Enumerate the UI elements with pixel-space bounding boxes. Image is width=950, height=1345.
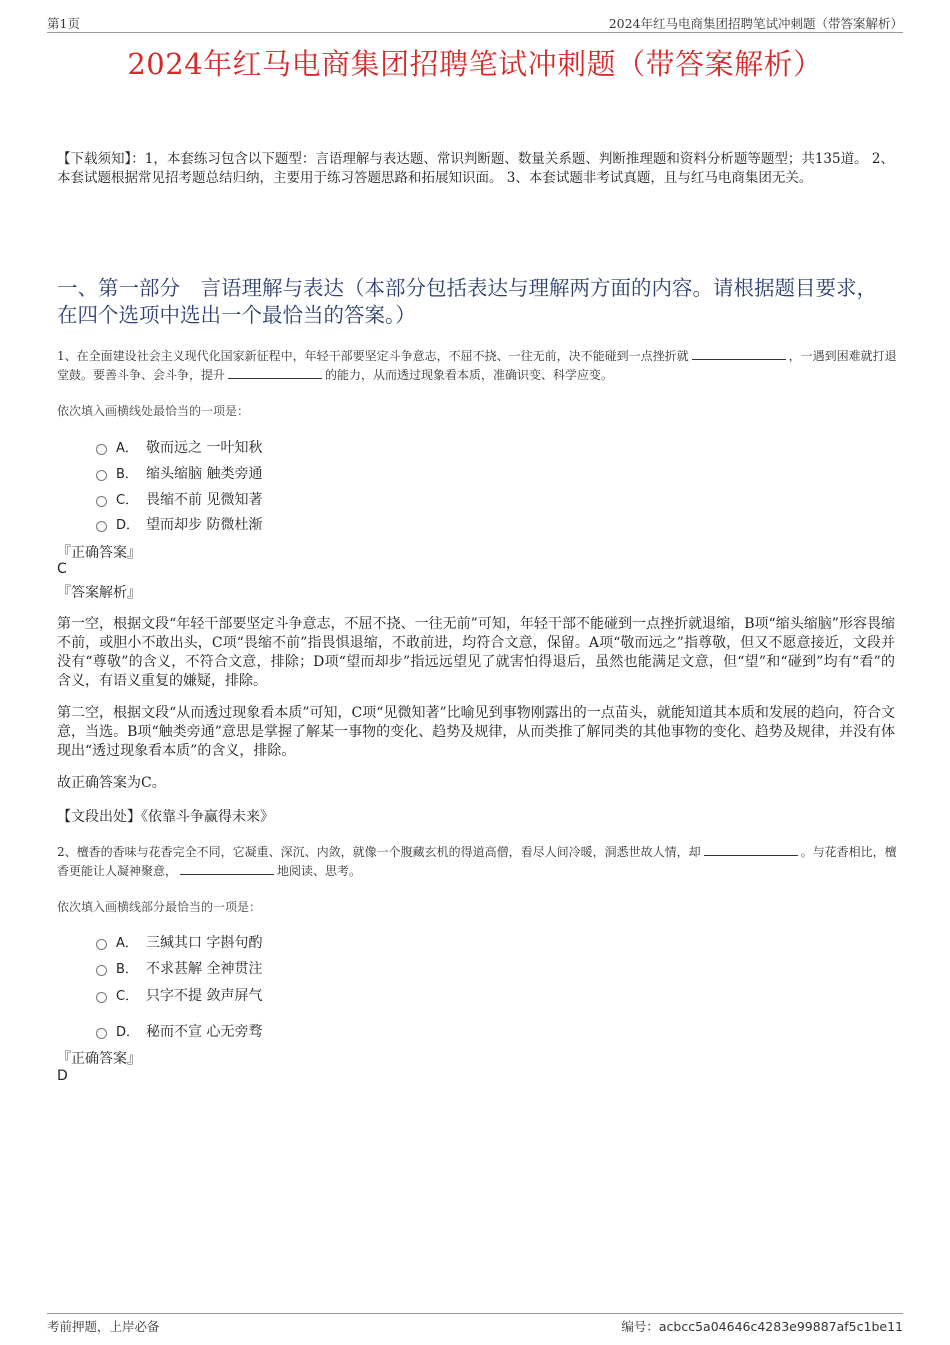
radio-button-icon[interactable] — [96, 1028, 107, 1039]
q2-option-a[interactable]: A． 三缄其口 字斟句酌 — [96, 932, 262, 952]
q1-option-c[interactable]: C． 畏缩不前 见微知著 — [96, 489, 262, 509]
q1-analysis-paragraph-2: 第二空，根据文段“从而透过现象看本质”可知，C项“见微知著”比喻见到事物刚露出的一点苗头，就能知道其本质和发展的趋向，符合文意，当选。B项“触类旁通”意思是掌握了解某一事物的变化、趋势及规律，从而类推了解同类的其他事物的变化、趋势及规律，并没有体现出“透过现象看本质”的含义，排除。 — [57, 705, 895, 759]
download-notice: 【下载须知】：1，本套练习包含以下题型：言语理解与表达题、常识判断题、数量关系题、判断推理题和资料分析题等题型；共135道。 2、本套试题根据常见招考题总结归纳，主要用于练习答题思路和拓展知识面。 3、本套试题非考试真题，且与红马电商集团无关。 — [57, 151, 894, 186]
q1-analysis-label: 『答案解析』 — [57, 585, 141, 601]
q2-option-d[interactable]: D． 秘而不宣 心无旁骛 — [96, 1021, 262, 1041]
document-title: 2024年红马电商集团招聘笔试冲刺题（带答案解析） — [127, 47, 823, 81]
radio-button-icon[interactable] — [96, 444, 107, 455]
page-number: 第1页 — [47, 16, 80, 31]
q2-option-b[interactable]: B． 不求甚解 全神贯注 — [96, 958, 262, 978]
q2-stem-part1: 2、檀香的香味与花香完全不同，它凝重、深沉、内敛，就像一个腹藏玄机的得道高僧，看尽人间冷暖，洞悉世故人情，却 — [57, 845, 701, 859]
q1-answer: C — [57, 561, 67, 577]
radio-button-icon[interactable] — [96, 470, 107, 481]
question-2-stem — [57, 843, 897, 881]
answer-blank — [228, 366, 322, 379]
q2-prompt: 依次填入画横线部分最恰当的一项是： — [57, 900, 262, 914]
answer-blank — [692, 347, 786, 360]
q2-answer-label: 『正确答案』 — [57, 1051, 141, 1067]
q1-stem-part3: 的能力，从而透过现象看本质，准确识变、科学应变。 — [325, 368, 614, 382]
q1-option-a[interactable]: A． 敬而远之 一叶知秋 — [96, 437, 262, 457]
q2-answer: D — [57, 1068, 68, 1084]
answer-blank — [180, 862, 274, 875]
page-header — [47, 14, 903, 33]
question-1-stem — [57, 347, 897, 385]
q1-analysis-paragraph-1: 第一空，根据文段“年轻干部要坚定斗争意志，不屈不挠、一往无前”可知，年轻干部不能碰到一点挫折就退缩，B项“缩头缩脑”形容畏缩不前，或胆小不敢出头，C项“畏缩不前”指畏惧退缩，不敢前进，均符合文意，保留。A项“敬而远之”指尊敬，但又不愿意接近，文段并没有“尊敬”的含义，不符合文意，排除；D项“望而却步”指远远望见了就害怕得退后，虽然也能满足文意，但“望”和“碰到”均有“看”的含义，有语义重复的嫌疑，排除。 — [57, 616, 895, 689]
header-doc-title: 2024年红马电商集团招聘笔试冲刺题（带答案解析） — [608, 16, 903, 31]
q1-stem-part2: ，一遇到困难就打退堂鼓。要善斗争、会斗争，提升 — [57, 349, 897, 382]
q1-stem-part1: 1、在全面建设社会主义现代化国家新征程中，年轻干部要坚定斗争意志，不屈不挠、一往无前，决不能碰到一点挫折就 — [57, 349, 689, 363]
section-heading: 一、第一部分 言语理解与表达（本部分包括表达与理解两方面的内容。请根据题目要求，在四个选项中选出一个最恰当的答案。） — [57, 276, 877, 327]
q1-conclusion: 故正确答案为C。 — [57, 775, 166, 791]
footer-code — [621, 1317, 903, 1335]
radio-button-icon[interactable] — [96, 992, 107, 1003]
footer-code-label: 编号： — [621, 1319, 659, 1334]
q1-source: 【文段出处】《依靠斗争赢得未来》 — [57, 809, 274, 825]
answer-blank — [704, 843, 798, 856]
q1-prompt: 依次填入画横线处最恰当的一项是： — [57, 404, 250, 418]
q1-option-d[interactable]: D． 望而却步 防微杜渐 — [96, 514, 262, 534]
radio-button-icon[interactable] — [96, 965, 107, 976]
radio-button-icon[interactable] — [96, 496, 107, 507]
footer-code-value: acbcc5a04646c4283e99887af5c1be11 — [658, 1319, 903, 1334]
q1-answer-label: 『正确答案』 — [57, 545, 141, 561]
q2-option-c[interactable]: C． 只字不提 敛声屏气 — [96, 985, 262, 1005]
radio-button-icon[interactable] — [96, 939, 107, 950]
page-footer — [47, 1313, 903, 1334]
q2-stem-part2: 。与花香相比，檀香更能让人凝神聚意， — [57, 845, 897, 878]
q2-stem-part3: 地阅读、思考。 — [277, 864, 362, 878]
radio-button-icon[interactable] — [96, 521, 107, 532]
q1-option-b[interactable]: B． 缩头缩脑 触类旁通 — [96, 463, 262, 483]
footer-slogan: 考前押题，上岸必备 — [47, 1319, 160, 1334]
